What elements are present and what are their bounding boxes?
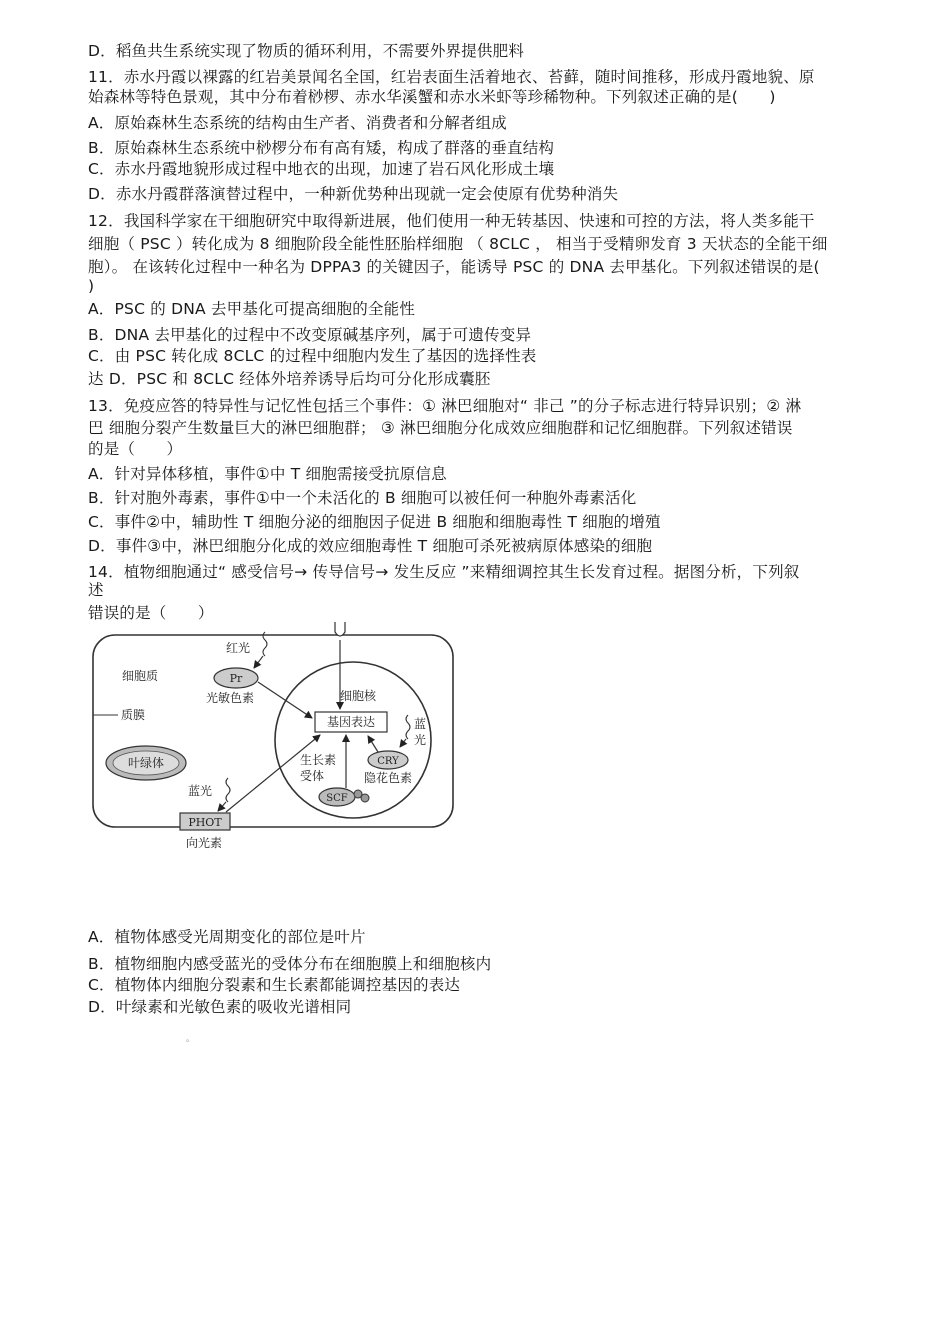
q11-option-b: B．原始森林生态系统中桫椤分布有高有矮，构成了群落的垂直结构 xyxy=(88,139,555,157)
blue-light-label: 蓝光 xyxy=(188,784,213,798)
q10-option-d: D．稻鱼共生系统实现了物质的循环利用，不需要外界提供肥料 xyxy=(88,42,525,60)
q14-stem-line1: 14．植物细胞通过“ 感受信号→ 传导信号→ 发生反应 ”来精细调控其生长发育过程。据图分析，下列叙 xyxy=(88,563,800,581)
q13-stem-line3: 的是（ ） xyxy=(88,440,183,458)
q12-option-d: 达 D．PSC 和 8CLC 经体外培养诱导后均可分化形成囊胚 xyxy=(88,370,491,388)
q14-stem-line3: 错误的是（ ） xyxy=(88,604,214,622)
q14-option-c: C．植物体内细胞分裂素和生长素都能调控基因的表达 xyxy=(88,976,461,994)
phototropin-label: 向光素 xyxy=(186,836,223,850)
cytoplasm-label: 细胞质 xyxy=(122,669,159,683)
q14-option-d: D．叶绿素和光敏色素的吸收光谱相同 xyxy=(88,998,352,1016)
q11-option-a: A．原始森林生态系统的结构由生产者、消费者和分解者组成 xyxy=(88,114,508,132)
q13-option-d: D．事件③中，淋巴细胞分化成的效应细胞毒性 T 细胞可杀死被病原体感染的细胞 xyxy=(88,537,653,555)
q14-option-a: A．植物体感受光周期变化的部位是叶片 xyxy=(88,928,366,946)
q12-option-a: A．PSC 的 DNA 去甲基化可提高细胞的全能性 xyxy=(88,300,416,318)
q11-stem-line1: 11．赤水丹霞以裸露的红岩美景闻名全国，红岩表面生活着地衣、苔藓，随时间推移，形成丹霞地貌、原 xyxy=(88,68,815,86)
scf-label: SCF xyxy=(326,793,348,804)
phot-label: PHOT xyxy=(188,816,222,829)
pr-to-gene-arrow xyxy=(258,682,312,718)
q12-option-c: C．由 PSC 转化成 8CLC 的过程中细胞内发生了基因的选择性表 xyxy=(88,347,537,365)
blue-light-arrow-membrane xyxy=(218,802,226,811)
cryptochrome-label: 隐花色素 xyxy=(364,771,413,785)
q14-option-b: B．植物细胞内感受蓝光的受体分布在细胞膜上和细胞核内 xyxy=(88,955,492,973)
q11-option-d: D．赤水丹霞群落演替过程中，一种新优势种出现就一定会使原有优势种消失 xyxy=(88,185,619,203)
q14-stem-line2: 述 xyxy=(88,581,104,599)
cell-membrane-outline xyxy=(93,635,453,827)
q12-stem-line2: 细胞（ PSC ）转化成为 8 细胞阶段全能性胚胎样细胞 （ 8CLC ， 相当于受精卵发育 3 天状态的全能干细 xyxy=(88,235,828,253)
q13-stem-line1: 13．免疫应答的特异性与记忆性包括三个事件：① 淋巴细胞对“ 非己 ”的分子标志进行特异识别；② 淋 xyxy=(88,397,802,415)
q12-stem-line3: 胞）。 在该转化过程中一种名为 DPPA3 的关键因子，能诱导 PSC 的 DNA 去甲基化。下列叙述错误的是( xyxy=(88,258,820,276)
auxin-receptor-label-2: 受体 xyxy=(300,769,325,783)
red-light-label: 红光 xyxy=(226,641,251,655)
blue-light-wave-membrane xyxy=(226,778,230,802)
footer-mark: 。 xyxy=(186,1034,194,1043)
cry-to-gene-arrow xyxy=(368,736,378,752)
cry-label: CRY xyxy=(377,756,399,767)
plant-cell-diagram xyxy=(88,620,468,860)
pr-label: Pr xyxy=(229,672,243,685)
q11-stem-line2: 始森林等特色景观，其中分布着桫椤、赤水华溪蟹和赤水米虾等珍稀物种。下列叙述正确的是( ) xyxy=(88,88,776,106)
membrane-label: 质膜 xyxy=(121,708,146,722)
red-light-arrow xyxy=(254,656,263,668)
q13-option-a: A．针对异体移植，事件①中 T 细胞需接受抗原信息 xyxy=(88,465,447,483)
q13-option-b: B．针对胞外毒素，事件①中一个未活化的 B 细胞可以被任何一种胞外毒素活化 xyxy=(88,489,637,507)
scf-bound-molecule-2 xyxy=(361,794,369,802)
blue-light-arrow-nucleus xyxy=(400,739,406,747)
q12-stem-line4: ) xyxy=(88,277,95,295)
nucleus-label: 细胞核 xyxy=(340,689,377,703)
auxin-receptor-label-1: 生长素 xyxy=(300,753,337,767)
q11-option-c: C．赤水丹霞地貌形成过程中地衣的出现，加速了岩石风化形成土壤 xyxy=(88,160,555,178)
chloroplast-label: 叶绿体 xyxy=(127,756,165,770)
blue-light-wave-nucleus xyxy=(406,715,410,739)
q13-option-c: C．事件②中，辅助性 T 细胞分泌的细胞因子促进 B 细胞和细胞毒性 T 细胞的增殖 xyxy=(88,513,661,531)
blue-light-vertical-2: 光 xyxy=(414,733,427,747)
q12-option-b: B．DNA 去甲基化的过程中不改变原碱基序列，属于可遗传变异 xyxy=(88,326,532,344)
phytochrome-label: 光敏色素 xyxy=(206,691,255,705)
blue-light-vertical-1: 蓝 xyxy=(414,717,427,731)
gene-expression-label: 基因表达 xyxy=(326,715,376,729)
membrane-top-receptor xyxy=(335,622,345,636)
q12-stem-line1: 12．我国科学家在干细胞研究中取得新进展，他们使用一种无转基因、快速和可控的方法，将人类多能干 xyxy=(88,212,815,230)
q13-stem-line2: 巴 细胞分裂产生数量巨大的淋巴细胞群； ③ 淋巴细胞分化成效应细胞群和记忆细胞群。下列叙述错误 xyxy=(88,419,793,437)
